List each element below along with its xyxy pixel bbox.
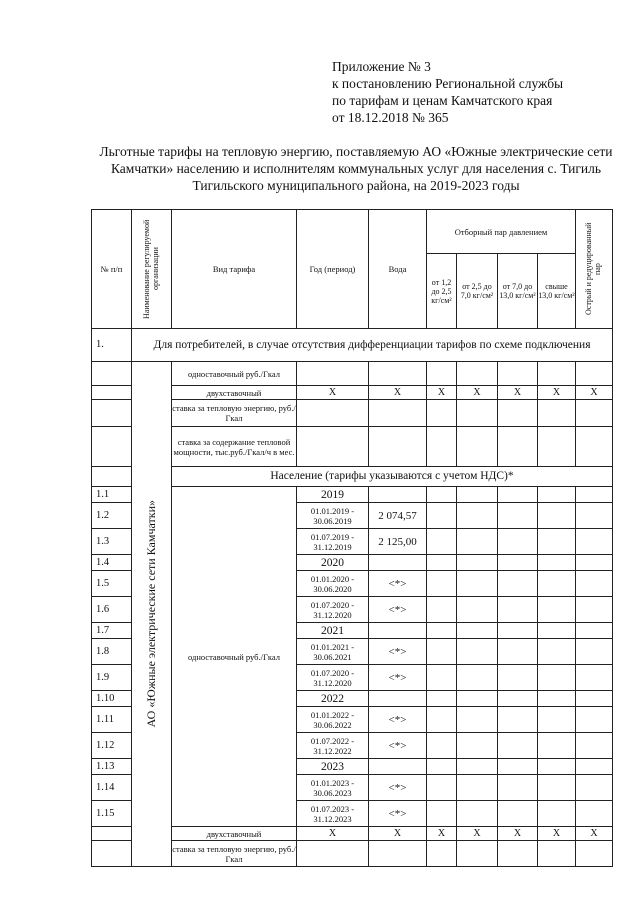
value [369,555,427,571]
row-num: 1.10 [92,691,132,707]
cell [498,707,538,733]
row-num: 1.2 [92,503,132,529]
cell [538,733,576,759]
tariff-type: одноставочный руб./Гкал [172,362,297,386]
header-water: Вода [369,210,427,329]
cell [538,555,576,571]
period: 01.01.2021 - 30.06.2021 [297,639,369,665]
row-num: 1.4 [92,555,132,571]
cell [457,691,498,707]
header-org-text: Наименование регулируемой организации [141,219,160,319]
cell [427,555,457,571]
value [369,487,427,503]
mark: X [576,827,613,841]
appendix-line: Приложение № 3 [332,59,431,74]
cell [427,571,457,597]
cell [369,841,427,867]
row-num: 1.13 [92,759,132,775]
cell [457,841,498,867]
period: 01.01.2020 - 30.06.2020 [297,571,369,597]
cell [297,400,369,427]
value: <*> [369,639,427,665]
cell [427,841,457,867]
cell [457,571,498,597]
cell [427,691,457,707]
row-num: 1.12 [92,733,132,759]
row-num: 1.7 [92,623,132,639]
cell [457,503,498,529]
cell [576,529,613,555]
cell [538,665,576,691]
cell [498,597,538,623]
header-sharp-text: Острый и редуцированный пар [584,222,602,316]
header-pressure-2: от 2,5 до 7,0 кг/см² [457,254,498,329]
period: 01.07.2019 - 31.12.2019 [297,529,369,555]
value: <*> [369,801,427,827]
cell [498,841,538,867]
mark: X [457,827,498,841]
cell [427,665,457,691]
period: 01.07.2022 - 31.12.2022 [297,733,369,759]
cell [297,362,369,386]
cell [538,529,576,555]
row-num [92,427,132,467]
appendix-line: по тарифам и ценам Камчатского края [332,93,553,108]
period: 01.07.2023 - 31.12.2023 [297,801,369,827]
cell [498,555,538,571]
cell [457,400,498,427]
cell [576,759,613,775]
period: 2020 [297,555,369,571]
population-title: Население (тарифы указываются с учетом НДС)* [172,467,613,487]
appendix-line: от 18.12.2018 № 365 [332,110,449,125]
row-num: 1.1 [92,487,132,503]
cell [538,707,576,733]
cell [427,400,457,427]
mark: X [297,827,369,841]
cell [576,555,613,571]
period: 01.07.2020 - 31.12.2020 [297,597,369,623]
mark: X [498,827,538,841]
cell [457,623,498,639]
period: 2022 [297,691,369,707]
period: 2019 [297,487,369,503]
row-num: 1.15 [92,801,132,827]
appendix-line: к постановлению Региональной службы [332,76,564,91]
cell [427,707,457,733]
row-num: 1.11 [92,707,132,733]
cell [498,487,538,503]
value [369,623,427,639]
cell [538,691,576,707]
cell [498,665,538,691]
cell [427,529,457,555]
cell [498,691,538,707]
value: <*> [369,775,427,801]
cell [576,623,613,639]
value: 2 125,00 [369,529,427,555]
cell [427,623,457,639]
row-num: 1.5 [92,571,132,597]
cell [427,487,457,503]
period: 2021 [297,623,369,639]
value: <*> [369,571,427,597]
cell [576,597,613,623]
tariff-type: ставка за содержание тепловой мощности, тыс.руб./Гкал/ч в мес. [172,427,297,467]
header-steam-group: Отборный пар давлением [427,210,576,254]
row-num: 1. [92,329,132,362]
value: <*> [369,707,427,733]
row-num [92,400,132,427]
cell [457,555,498,571]
cell [538,841,576,867]
cell [576,707,613,733]
cell [498,427,538,467]
row-num [92,827,132,841]
cell [457,529,498,555]
org-name-cell [132,362,172,867]
cell [538,639,576,665]
cell [457,707,498,733]
header-org [132,210,172,329]
header-period: Год (период) [297,210,369,329]
cell [427,597,457,623]
tariff-table [91,209,613,867]
cell [538,427,576,467]
cell [576,801,613,827]
org-name: АО «Южные электрические сети Камчатки» [144,500,158,728]
header-sharp [576,210,613,329]
header-pressure-1: от 1,2 до 2,5 кг/см² [427,254,457,329]
cell [457,665,498,691]
row-num: 1.14 [92,775,132,801]
mark: X [538,386,576,400]
cell [538,400,576,427]
row-num: 1.9 [92,665,132,691]
period: 2023 [297,759,369,775]
tariff-type: одноставочный руб./Гкал [172,487,297,827]
cell [538,623,576,639]
cell [498,759,538,775]
document-title: Льготные тарифы на тепловую энергию, поставляемую АО «Южные электрические сети Камчатки» населению и исполнителям коммунальных услуг для населения с. Тигиль Тигильского муниципального района, на 2019-2023 годы [99,144,613,193]
cell [538,362,576,386]
value [369,759,427,775]
cell [576,841,613,867]
cell [498,503,538,529]
tariff-type: двухставочный [172,386,297,400]
row-num [92,386,132,400]
row-num: 1.3 [92,529,132,555]
cell [576,362,613,386]
mark: X [427,386,457,400]
mark: X [369,386,427,400]
cell [576,487,613,503]
row-num: 1.6 [92,597,132,623]
cell [369,427,427,467]
cell [576,400,613,427]
mark: X [427,827,457,841]
cell [538,571,576,597]
period: 01.01.2023 - 30.06.2023 [297,775,369,801]
tariff-type: ставка за тепловую энергию, руб./Гкал [172,841,297,867]
cell [457,801,498,827]
cell [457,487,498,503]
cell [457,775,498,801]
cell [576,639,613,665]
cell [538,775,576,801]
cell [427,801,457,827]
row-num [92,467,132,487]
cell [457,759,498,775]
value: 2 074,57 [369,503,427,529]
cell [427,639,457,665]
cell [576,665,613,691]
cell [576,733,613,759]
cell [498,400,538,427]
mark: X [457,386,498,400]
cell [427,427,457,467]
cell [576,571,613,597]
cell [498,571,538,597]
value: <*> [369,733,427,759]
cell [576,427,613,467]
row-num [92,841,132,867]
cell [457,639,498,665]
cell [427,733,457,759]
period: 01.01.2022 - 30.06.2022 [297,707,369,733]
value [369,691,427,707]
header-pressure-3: от 7,0 до 13,0 кг/см² [498,254,538,329]
mark: X [498,386,538,400]
cell [427,362,457,386]
period: 01.01.2019 - 30.06.2019 [297,503,369,529]
mark: X [297,386,369,400]
cell [369,362,427,386]
cell [457,427,498,467]
row-num: 1.8 [92,639,132,665]
cell [498,623,538,639]
value: <*> [369,665,427,691]
cell [498,362,538,386]
mark: X [369,827,427,841]
mark: X [538,827,576,841]
tariff-type: двухставочный [172,827,297,841]
cell [427,759,457,775]
cell [427,503,457,529]
cell [457,362,498,386]
value: <*> [369,597,427,623]
cell [498,775,538,801]
cell [538,759,576,775]
header-pressure-4: свыше 13,0 кг/см² [538,254,576,329]
row-num [92,362,132,386]
cell [427,775,457,801]
mark: X [576,386,613,400]
period: 01.07.2020 - 31.12.2020 [297,665,369,691]
cell [369,400,427,427]
cell [538,801,576,827]
section-title: Для потребителей, в случае отсутствия дифференциации тарифов по схеме подключения [132,329,613,362]
cell [538,503,576,529]
cell [297,427,369,467]
cell [498,733,538,759]
cell [498,801,538,827]
cell [576,775,613,801]
cell [498,639,538,665]
cell [538,487,576,503]
cell [498,529,538,555]
cell [576,503,613,529]
tariff-type: ставка за тепловую энергию, руб./Гкал [172,400,297,427]
cell [457,733,498,759]
appendix-header [332,58,632,126]
cell [576,691,613,707]
cell [538,597,576,623]
header-num: № п/п [92,210,132,329]
cell [297,841,369,867]
cell [457,597,498,623]
header-tariff-type: Вид тарифа [172,210,297,329]
